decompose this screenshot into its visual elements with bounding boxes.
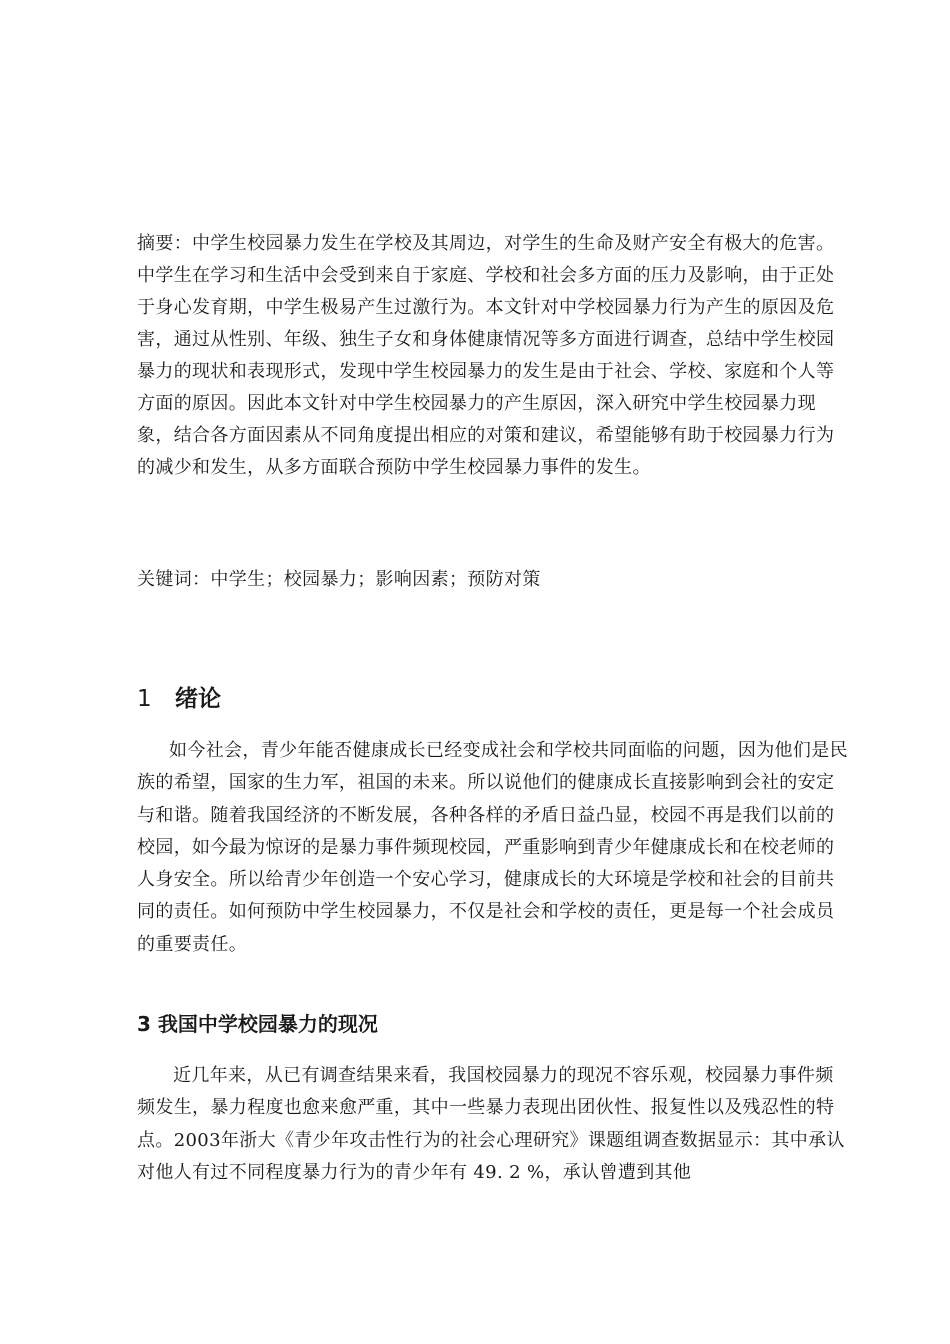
section-1-number: 1 bbox=[137, 686, 152, 712]
abstract-text: 摘要：中学生校园暴力发生在学校及其周边，对学生的生命及财产安全有极大的危害。中学生在学习和生活中会受到来自于家庭、学校和社会多方面的压力及影响，由于正处于身心发育期，中学生极易产生过激行为。本文针对中学校园暴力行为产生的原因及危害，通过从性别、年级、独生子女和身体健康情况等多方面进行调查，总结中学生校园暴力的现状和表现形式，发现中学生校园暴力的发生是由于社会、学校、家庭和个人等方面的原因。因此本文针对中学生校园暴力的产生原因，深入研究中学生校园暴力现象，结合各方面因素从不同角度提出相应的对策和建议，希望能够有助于校园暴力行为的减少和发生，从多方面联合预防中学生校园暴力事件的发生。 bbox=[137, 233, 835, 478]
abstract bbox=[137, 228, 849, 484]
section-1-title: 绪论 bbox=[175, 686, 221, 712]
section-3-body: 近几年来，从已有调查结果来看，我国校园暴力的现况不容乐观，校园暴力事件频频发生，暴力程度也愈来愈严重，其中一些暴力表现出团伙性、报复性以及残忍性的特点。2003年浙大《青少年攻击性行为的社会心理研究》课题组调查数据显示：其中承认对他人有过不同程度暴力行为的青少年有 49. 2 %，承认曾遭到其他 bbox=[137, 1065, 845, 1183]
section-3-heading: 3 我国中学校园暴力的现况 bbox=[137, 1012, 378, 1036]
section-1-body: 如今社会，青少年能否健康成长已经变成社会和学校共同面临的问题，因为他们是民族的希望，国家的生力军，祖国的未来。所以说他们的健康成长直接影响到会社的安定与和谐。随着我国经济的不断发展，各种各样的矛盾日益凸显，校园不再是我们以前的校园，如今最为惊讶的是暴力事件频现校园，严重影响到青少年健康成长和在校老师的人身安全。所以给青少年创造一个安心学习，健康成长的大环境是学校和社会的目前共同的责任。如何预防中学生校园暴力，不仅是社会和学校的责任，更是每一个社会成员的重要责任。 bbox=[137, 740, 848, 955]
section-1-heading bbox=[137, 682, 221, 716]
keywords: 关键词：中学生；校园暴力；影响因素；预防对策 bbox=[137, 569, 541, 590]
